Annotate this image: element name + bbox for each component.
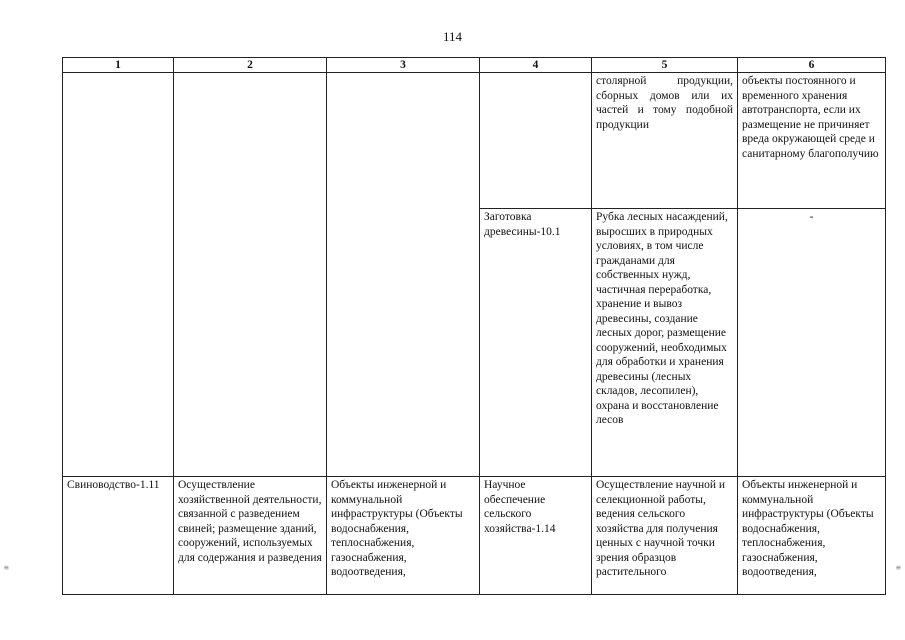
page-number: 114 xyxy=(442,29,463,44)
cell-row1-col5: столярной продукции, сборных домов или их частей и тому подобной продукции xyxy=(592,73,738,209)
cell-row3-col6: Объекты инженерной и коммунальной инфраструктуры (Объекты водоснабжения, теплоснабжения, газоснабжения, водоотведения, xyxy=(738,477,886,595)
header-col-2: 2 xyxy=(174,58,327,73)
scan-edge-mark-left: ≡ xyxy=(4,563,9,572)
table-row xyxy=(63,73,886,209)
header-col-1: 1 xyxy=(63,58,174,73)
cell-row2-col4: Заготовка древесины-10.1 xyxy=(480,209,592,477)
cell-row3-col5: Осуществление научной и селекционной работы, ведения сельского хозяйства для получения ценных с научной точки зрения образцов растительного xyxy=(592,477,738,595)
header-col-6: 6 xyxy=(738,58,886,73)
table-header-row xyxy=(63,58,886,73)
cell-row1-col2 xyxy=(174,73,327,477)
cell-row1-col3 xyxy=(327,73,480,477)
cell-row3-col4: Научное обеспечение сельского хозяйства-1.14 xyxy=(480,477,592,595)
cell-row1-col4 xyxy=(480,73,592,209)
cell-row3-col2: Осуществление хозяйственной деятельности, связанной с разведением свиней; размещение зданий, сооружений, используемых для содержания и разведения xyxy=(174,477,327,595)
cell-row3-col1: Свиноводство-1.11 xyxy=(63,477,174,595)
cell-row1-col1 xyxy=(63,73,174,477)
header-col-5: 5 xyxy=(592,58,738,73)
cell-row2-col6: - xyxy=(738,209,886,477)
regulation-table xyxy=(62,57,886,595)
cell-row2-col5: Рубка лесных насаждений, выросших в природных условиях, в том числе гражданами для собственных нужд, частичная переработка, хранение и вывоз древесины, создание лесных дорог, размещение сооружений, необходимых для обработки и хранения древесины (лесных складов, лесопилен), охрана и восстановление лесов xyxy=(592,209,738,477)
table-row xyxy=(63,477,886,595)
cell-row1-col6: объекты постоянного и временного хранения автотранспорта, если их размещение не причиняет вреда окружающей среде и санитарному благополучию xyxy=(738,73,886,209)
header-col-3: 3 xyxy=(327,58,480,73)
scan-edge-mark-right: ≡ xyxy=(896,563,901,572)
header-col-4: 4 xyxy=(480,58,592,73)
cell-row3-col3: Объекты инженерной и коммунальной инфраструктуры (Объекты водоснабжения, теплоснабжения, газоснабжения, водоотведения, xyxy=(327,477,480,595)
